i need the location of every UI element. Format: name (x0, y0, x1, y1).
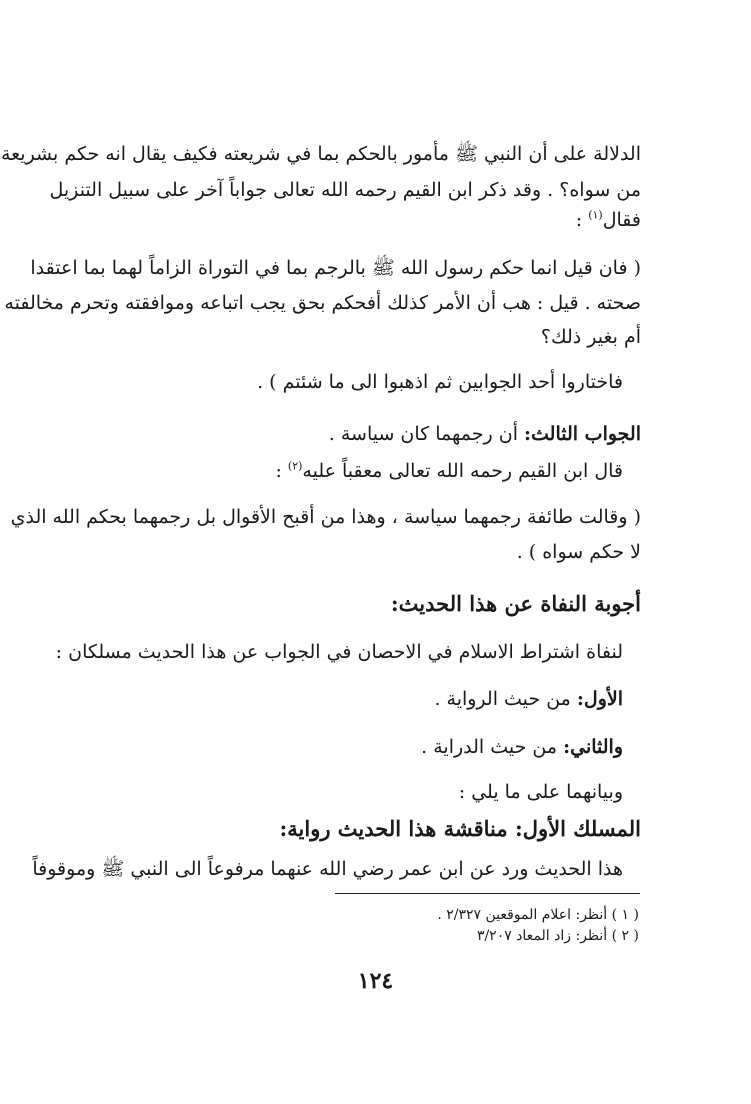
ibn-qayyim-text: قال ابن القيم رحمه الله تعالى معقباً عليه (302, 460, 623, 482)
footnote-ref-1: (١) (588, 208, 603, 222)
ibn-qayyim-line (93, 457, 623, 485)
quote-line: أم بغير ذلك؟ (540, 326, 641, 348)
third-answer-line (111, 420, 641, 448)
second-line (93, 733, 623, 761)
footnote-ref-2: (٢) (287, 459, 303, 473)
first-label: الأول: (576, 688, 623, 710)
footnote-divider (335, 893, 640, 894)
qala-colon: : (575, 209, 583, 231)
footnote-2: ( ٢ ) أنظر: زاد المعاد ٣/٢٠٧ (476, 928, 639, 944)
body-line: من سواه؟ . وقد ذكر ابن القيم رحمه الله تعالى جواباً آخر على سبيل التنزيل (49, 179, 641, 201)
second-label: والثاني: (563, 736, 623, 758)
quote-line: لا حكم سواه ) . (516, 541, 641, 563)
second-text: من حيث الدراية . (421, 736, 558, 758)
body-line: وبيانهما على ما يلي : (458, 781, 623, 803)
quote-line: ( فان قيل انما حكم رسول الله ﷺ بالرجم بما في التوراة الزاماً لهما بما اعتقدا (30, 257, 641, 279)
quote-line: فاختاروا أحد الجوابين ثم اذهبوا الى ما شئتم ) . (257, 371, 623, 393)
quote-line: صحته . قيل : هب أن الأمر كذلك أفحكم بحق يجب اتباعه وموافقته وتحرم مخالفته (4, 292, 641, 314)
third-answer-text: أن رجمهما كان سياسة . (328, 423, 518, 445)
quote-line: ( وقالت طائفة رجمهما سياسة ، وهذا من أقبح الأقوال بل رجمهما بحكم الله الذي (10, 506, 641, 528)
section-heading: أجوبة النفاة عن هذا الحديث: (390, 591, 641, 616)
qala-text: فقال (602, 209, 641, 231)
body-line: الدلالة على أن النبي ﷺ مأمور بالحكم بما في شريعته فكيف يقال انه حكم بشريعة (0, 143, 641, 165)
first-line (93, 685, 623, 713)
first-text: من حيث الرواية . (434, 688, 571, 710)
ibn-qayyim-colon: : (275, 460, 282, 482)
section-heading: المسلك الأول: مناقشة هذا الحديث رواية: (279, 816, 641, 841)
footnote-1: ( ١ ) أنظر: اعلام الموقعين ٢/٣٢٧ . (437, 907, 639, 923)
body-line: هذا الحديث ورد عن ابن عمر رضي الله عنهما مرفوعاً الى النبي ﷺ وموقوفاً (32, 858, 623, 880)
body-line-qala (111, 206, 641, 234)
body-line: لنفاة اشتراط الاسلام في الاحصان في الجواب عن هذا الحديث مسلكان : (55, 641, 623, 663)
page-number: ١٢٤ (357, 968, 394, 994)
third-answer-label: الجواب الثالث: (524, 423, 641, 445)
